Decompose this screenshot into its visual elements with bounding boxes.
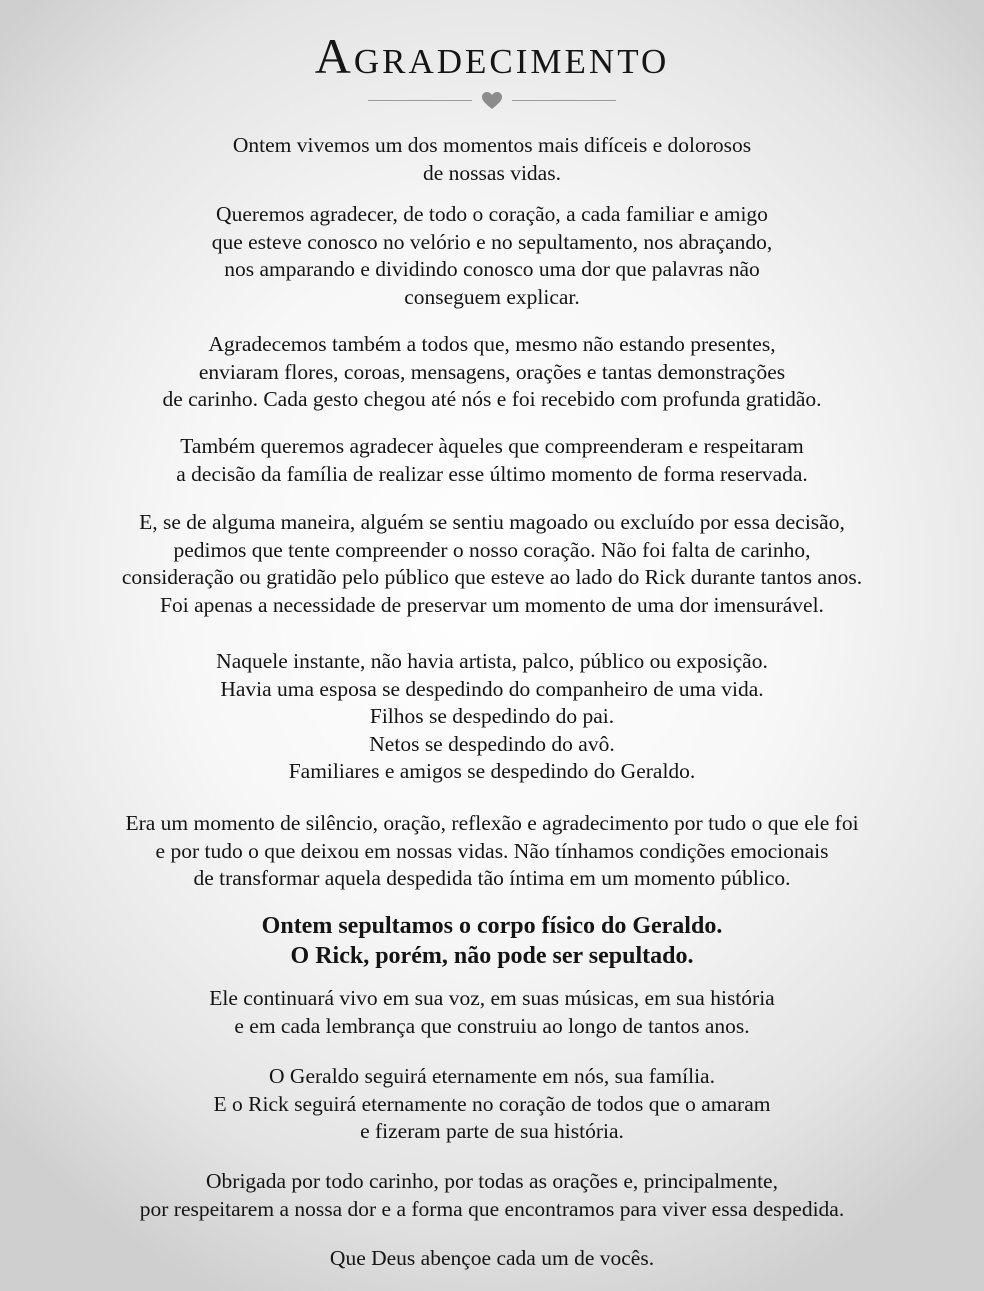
text-line: conseguem explicar. [404, 284, 580, 309]
text-line: Filhos se despedindo do pai. [369, 704, 615, 728]
text-line: que esteve conosco no velório e no sepultamento, nos abraçando, [211, 229, 773, 254]
paragraph [0, 648, 984, 786]
text-line: Havia uma esposa se despedindo do companheiro de uma vida. [220, 676, 764, 701]
text-line: enviaram flores, coroas, mensagens, orações e tantas demonstrações [198, 359, 786, 384]
text-line: a decisão da família de realizar esse último momento de forma reservada. [176, 461, 808, 486]
text-line: de carinho. Cada gesto chegou até nós e foi recebido com profunda gratidão. [162, 387, 822, 411]
text-line: O Geraldo seguirá eternamente em nós, sua família. [269, 1064, 715, 1088]
paragraph [0, 331, 984, 414]
text-line: de nossas vidas. [423, 160, 561, 185]
text-line: O Rick, porém, não pode ser sepultado. [290, 943, 694, 969]
text-line: e por tudo o que deixou em nossas vidas. Não tínhamos condições emocionais [155, 838, 829, 863]
text-line: Agradecemos também a todos que, mesmo não estando presentes, [208, 332, 776, 356]
text-line: Foi apenas a necessidade de preservar um momento de uma dor imensurável. [160, 592, 824, 617]
text-line: Ele continuará vivo em sua voz, em suas músicas, em sua história [209, 986, 775, 1010]
text-line: e em cada lembrança que construiu ao longo de tantos anos. [234, 1013, 750, 1038]
text-line: Ontem vivemos um dos momentos mais difíceis e dolorosos [232, 133, 752, 157]
text-line: E, se de alguma maneira, alguém se sentiu magoado ou excluído por essa decisão, [139, 510, 845, 534]
text-line: Também queremos agradecer àqueles que compreenderam e respeitaram [180, 434, 804, 458]
text-line: Queremos agradecer, de todo o coração, a cada familiar e amigo [216, 202, 768, 226]
page-title: Agradecimento [314, 28, 670, 84]
paragraph [0, 509, 984, 619]
text-line: Obrigada por todo carinho, por todas as orações e, principalmente, [206, 1169, 778, 1193]
text-line: por respeitarem a nossa dor e a forma que encontramos para viver essa despedida. [139, 1196, 845, 1221]
title-ornament [0, 89, 984, 113]
ornament-line-right [512, 100, 616, 101]
text-line: E o Rick seguirá eternamente no coração de todos que o amaram [213, 1091, 771, 1116]
text-line: nos amparando e dividindo conosco uma dor que palavras não [224, 257, 760, 281]
closing-line [0, 1245, 984, 1273]
text-line: Ontem sepultamos o corpo físico do Geraldo. [261, 913, 723, 939]
paragraph [0, 1063, 984, 1146]
text-line: Que Deus abençoe cada um de vocês. [329, 1246, 655, 1270]
text-line: consideração ou gratidão pelo público que esteve ao lado do Rick durante tantos anos. [121, 565, 863, 589]
paragraph [0, 1168, 984, 1223]
paragraph [0, 201, 984, 311]
text-line: Naquele instante, não havia artista, palco, público ou exposição. [216, 649, 768, 673]
highlight-paragraph [0, 911, 984, 971]
text-line: pedimos que tente compreender o nosso coração. Não foi falta de carinho, [173, 537, 811, 562]
paragraph [0, 433, 984, 488]
paragraph [0, 132, 984, 187]
heart-icon [482, 92, 502, 110]
paragraph [0, 810, 984, 893]
text-line: Netos se despedindo do avô. [369, 731, 615, 756]
text-line: e fizeram parte de sua história. [360, 1119, 624, 1143]
text-line: Familiares e amigos se despedindo do Geraldo. [288, 759, 696, 783]
text-line: Era um momento de silêncio, oração, reflexão e agradecimento por tudo o que ele foi [125, 811, 859, 835]
paragraph [0, 985, 984, 1040]
ornament-line-left [368, 100, 472, 101]
text-line: de transformar aquela despedida tão íntima em um momento público. [193, 866, 791, 890]
